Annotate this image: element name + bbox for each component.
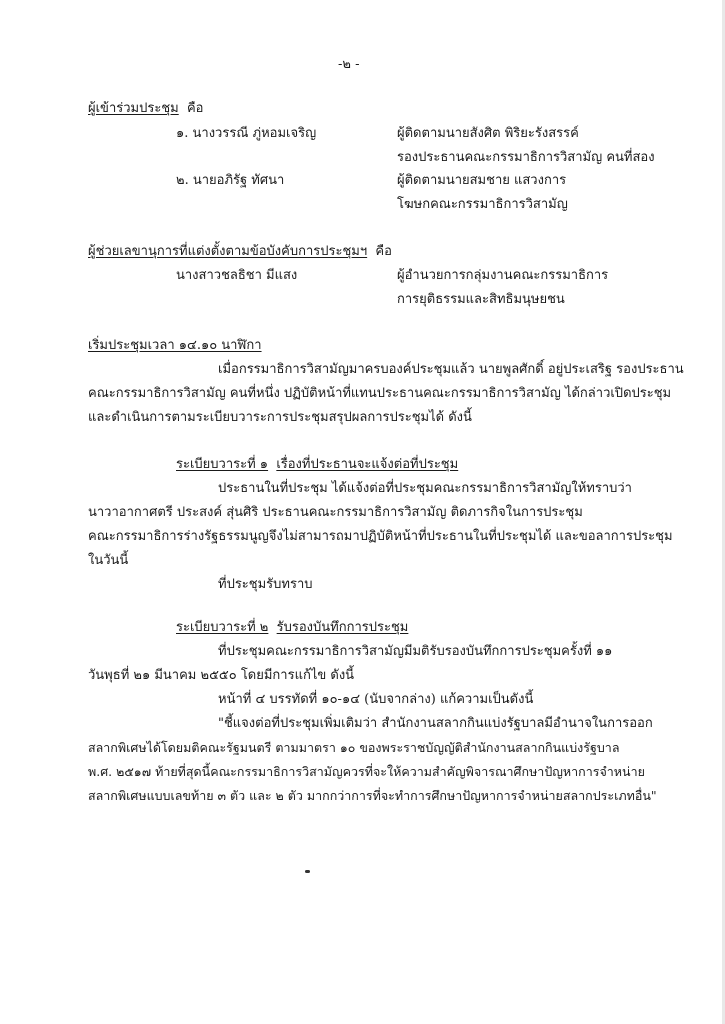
scan-speck (305, 870, 310, 873)
assistant-role-line1: ผู้อำนวยการกลุ่มงานคณะกรรมาธิการ (397, 268, 609, 283)
agenda2-line-5: สลากพิเศษได้โดยมติคณะรัฐมนตรี ตามมาตรา ๑๐ ของพระราชบัญญัติสำนักงานสลากกินแบ่งรัฐบาล (88, 740, 620, 755)
meeting-start-line-3: และดำเนินการตามระเบียบวาระการประชุมสรุปผลการประชุมได้ ดังนี้ (88, 410, 472, 425)
attendee-name-2: ๒. นายอภิรัฐ ทัศนา (176, 173, 285, 188)
agenda1-heading-row (176, 457, 458, 473)
attendee-role-1-line1: ผู้ติดตามนายสังศิต พิริยะรังสรรค์ (397, 126, 579, 141)
attendee-name-1: ๑. นางวรรณี ภู่หอมเจริญ (176, 126, 317, 141)
agenda1-title: เรื่องที่ประธานจะแจ้งต่อที่ประชุม (276, 457, 459, 472)
agenda2-line-6: พ.ศ. ๒๕๑๗ ท้ายที่สุดนี้คณะกรรมาธิการวิสามัญควรที่จะให้ความสำคัญพิจารณาศึกษาปัญหาการจำหน่าย (88, 764, 645, 779)
assistant-name: นางสาวชลธิชา มีแสง (176, 268, 298, 283)
attendees-heading: ผู้เข้าร่วมประชุม (88, 101, 179, 116)
agenda2-title: รับรองบันทึกการประชุม (276, 620, 409, 635)
page-number: -๒ - (338, 57, 360, 72)
agenda2-line-4: "ชี้แจงต่อที่ประชุมเพิ่มเติมว่า สำนักงานสลากกินแบ่งรัฐบาลมีอำนาจในการออก (218, 716, 653, 731)
agenda2-line-7: สลากพิเศษแบบเลขท้าย ๓ ตัว และ ๒ ตัว มากกว่าการที่จะทำการศึกษาปัญหาการจำหน่ายสลากประเภทอื่น" (88, 788, 657, 803)
attendees-heading-suffix: คือ (186, 101, 204, 116)
agenda1-line-2: นาวาอากาศตรี ประสงค์ สุ่นศิริ ประธานคณะกรรมาธิการวิสามัญ ติดภารกิจในการประชุม (88, 505, 583, 520)
assistants-heading-suffix: คือ (375, 244, 392, 259)
agenda2-line-2: วันพุธที่ ๒๑ มีนาคม ๒๕๕๐ โดยมีการแก้ไข ดังนี้ (88, 668, 355, 683)
agenda2-line-1: ที่ประชุมคณะกรรมาธิการวิสามัญมีมติรับรองบันทึกการประชุมครั้งที่ ๑๑ (218, 644, 613, 659)
agenda1-line-4: ในวันนี้ (88, 553, 129, 568)
agenda2-line-3: หน้าที่ ๔ บรรทัดที่ ๑๐-๑๔ (นับจากล่าง) แก้ความเป็นดังนี้ (218, 692, 534, 707)
attendee-role-2-line1: ผู้ติดตามนายสมชาย แสวงการ (397, 173, 567, 188)
attendees-heading-row (88, 101, 204, 117)
assistants-heading-row (88, 244, 392, 260)
agenda2-heading-row (176, 620, 408, 636)
assistant-role-line2: การยุติธรรมและสิทธิมนุษยชน (397, 292, 565, 307)
agenda1-line-3: คณะกรรมาธิการร่างรัฐธรรมนูญจึงไม่สามารถมาปฏิบัติหน้าที่ประธานในที่ประชุมได้ และขอลาการประชุม (88, 529, 673, 544)
meeting-start-line-2: คณะกรรมาธิการวิสามัญ คนที่หนึ่ง ปฏิบัติหน้าที่แทนประธานคณะกรรมาธิการวิสามัญ ได้กล่าวเปิดประชุม (88, 386, 672, 401)
agenda1-line-1: ประธานในที่ประชุม ได้แจ้งต่อที่ประชุมคณะกรรมาธิการวิสามัญให้ทราบว่า (218, 481, 632, 496)
attendee-role-2-line2: โฆษกคณะกรรมาธิการวิสามัญ (397, 197, 568, 212)
attendee-role-1-line2: รองประธานคณะกรรมาธิการวิสามัญ คนที่สอง (397, 150, 655, 165)
agenda2-label: ระเบียบวาระที่ ๒ (176, 620, 269, 635)
agenda1-resolution: ที่ประชุมรับทราบ (218, 577, 313, 592)
assistants-heading: ผู้ช่วยเลขานุการที่แต่งตั้งตามข้อบังคับการประชุมฯ (88, 244, 368, 259)
meeting-start-heading: เริ่มประชุมเวลา ๑๔.๑๐ นาฬิกา (88, 338, 262, 353)
meeting-start-line-1: เมื่อกรรมาธิการวิสามัญมาครบองค์ประชุมแล้ว นายพูลศักดิ์ อยู่ประเสริฐ รองประธาน (218, 362, 684, 377)
agenda1-label: ระเบียบวาระที่ ๑ (176, 457, 269, 472)
